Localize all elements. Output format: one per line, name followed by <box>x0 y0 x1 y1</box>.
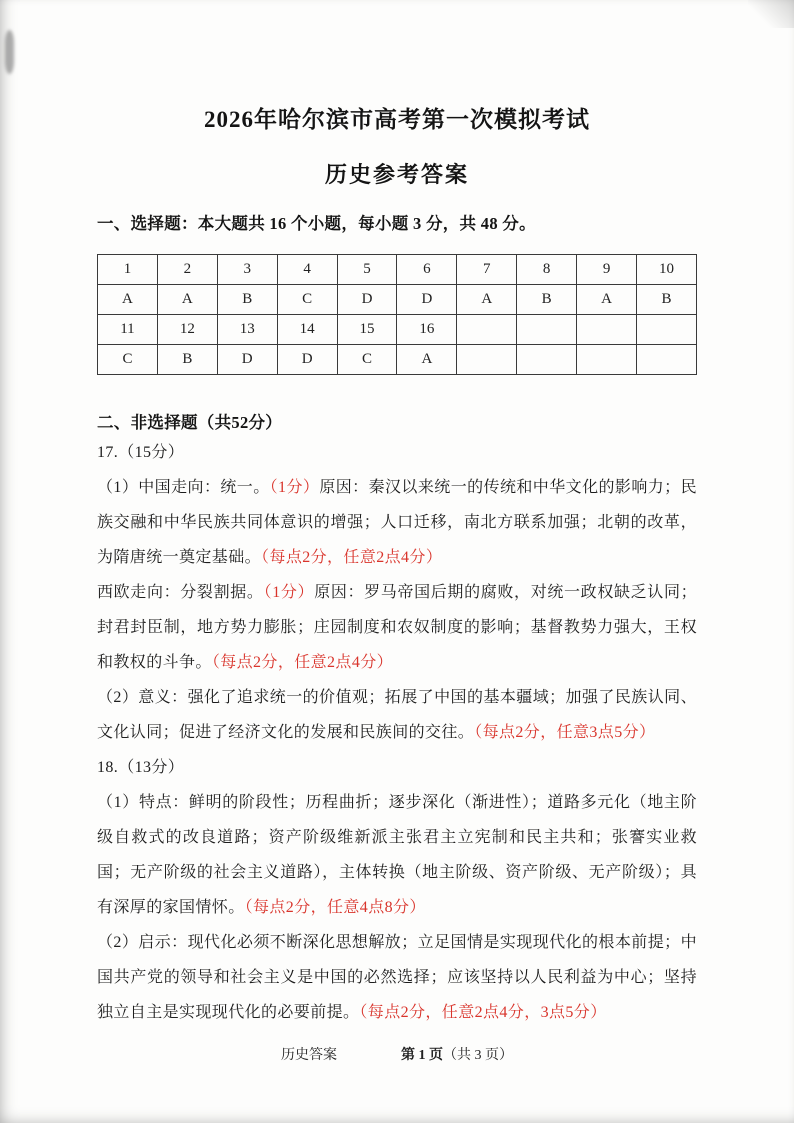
answer-text: （2）意义：强化了追求统一的价值观；拓展了中国的基本疆域；加强了民族认同、文化认同；促进了经济文化的发展和民族间的交往。 <box>97 689 697 741</box>
answer-table-cell <box>577 315 637 345</box>
page-footer <box>0 1044 794 1064</box>
answer-table-cell: A <box>457 285 517 315</box>
page-content <box>97 0 697 1030</box>
q17-part1-west-answer <box>97 575 697 680</box>
question17-label: 17.（15分） <box>97 444 185 461</box>
answer-table-cell: C <box>98 345 158 375</box>
answer-table-cell: 1 <box>98 255 158 285</box>
answer-table-body <box>98 255 697 375</box>
answer-text: 西欧走向：分裂割据。 <box>97 584 264 601</box>
answer-text: （1）中国走向：统一。 <box>97 479 270 496</box>
q17-part2-answer <box>97 680 697 750</box>
answer-table-row <box>98 315 697 345</box>
answer-table-cell: 3 <box>217 255 277 285</box>
section1-heading: 一、选择题：本大题共 16 个小题，每小题 3 分，共 48 分。 <box>97 214 536 233</box>
answer-table-cell: A <box>397 345 457 375</box>
answer-table-cell: 14 <box>277 315 337 345</box>
answer-table-cell: C <box>337 345 397 375</box>
answer-table-cell: D <box>337 285 397 315</box>
question18-label: 18.（13分） <box>97 759 185 776</box>
score-note: （每点2分，任意3点5分） <box>474 724 656 741</box>
answer-table-cell <box>577 345 637 375</box>
answer-table-cell: B <box>217 285 277 315</box>
free-response-answers <box>97 435 697 1030</box>
answer-table-cell: 4 <box>277 255 337 285</box>
answer-table-cell: 5 <box>337 255 397 285</box>
answer-table-row <box>98 345 697 375</box>
answer-key-title: 历史参考答案 <box>324 162 469 187</box>
answer-table-cell <box>457 315 517 345</box>
scan-corner-shadow <box>748 0 794 28</box>
answer-table <box>97 254 697 375</box>
answer-table-row <box>98 285 697 315</box>
answer-table-cell: 16 <box>397 315 457 345</box>
answer-table-cell: D <box>277 345 337 375</box>
answer-text: 原因：罗马帝国后期的腐败，对统一政权缺乏认同；封君封臣制，地方势力膨胀；庄园制度和农奴制度的影响；基督教势力强大，王权和教权的斗争。 <box>97 584 697 671</box>
answer-table-cell: A <box>577 285 637 315</box>
answer-table-cell <box>637 345 697 375</box>
score-note: （1分） <box>269 479 320 496</box>
q18-part1-answer <box>97 785 697 925</box>
score-note: （每点2分，任意4点8分） <box>244 899 426 916</box>
answer-table-cell: A <box>157 285 217 315</box>
answer-table-row <box>98 255 697 285</box>
exam-title: 2026年哈尔滨市高考第一次模拟考试 <box>204 107 590 132</box>
answer-table-cell: 7 <box>457 255 517 285</box>
answer-table-cell: 15 <box>337 315 397 345</box>
footer-page-number: 第 1 页 <box>401 1048 443 1063</box>
score-note: （每点2分，任意2点4分，3点5分） <box>359 1004 607 1021</box>
score-note: （每点2分，任意2点4分） <box>261 549 443 566</box>
footer-page-info <box>401 1044 513 1064</box>
score-note: （每点2分，任意2点4分） <box>211 654 394 671</box>
answer-table-cell <box>457 345 517 375</box>
answer-table-cell: 13 <box>217 315 277 345</box>
answer-table-cell: B <box>157 345 217 375</box>
answer-table-cell: C <box>277 285 337 315</box>
answer-table-cell: 11 <box>98 315 158 345</box>
answer-table-cell: 10 <box>637 255 697 285</box>
answer-table-cell: 9 <box>577 255 637 285</box>
footer-doc-label: 历史答案 <box>281 1048 337 1063</box>
answer-table-cell <box>637 315 697 345</box>
answer-table-cell: B <box>517 285 577 315</box>
answer-table-cell: B <box>637 285 697 315</box>
answer-table-cell: 12 <box>157 315 217 345</box>
answer-table-cell: 6 <box>397 255 457 285</box>
answer-table-cell <box>517 345 577 375</box>
q17-part1-answer <box>97 470 697 575</box>
score-note: （1分） <box>263 584 315 601</box>
answer-table-cell: 2 <box>157 255 217 285</box>
answer-text: （1）特点：鲜明的阶段性；历程曲折；逐步深化（渐进性）；道路多元化（地主阶级自救式的改良道路；资产阶级维新派主张君主立宪制和民主共和；张謇实业救国；无产阶级的社会主义道路），主体转换（地主阶级、资产阶级、无产阶级）；具有深厚的家国情怀。 <box>97 794 697 916</box>
footer-total-pages: （共 3 页） <box>443 1048 513 1063</box>
answer-table-cell: A <box>98 285 158 315</box>
answer-table-cell: 8 <box>517 255 577 285</box>
q18-part2-answer <box>97 925 697 1030</box>
answer-table-cell: D <box>397 285 457 315</box>
answer-text: 原因：秦汉以来统一的传统和中华文化的影响力；民族交融和中华民族共同体意识的增强；人口迁移，南北方联系加强；北朝的改革，为隋唐统一奠定基础。 <box>97 479 697 566</box>
scan-artifact <box>5 30 14 74</box>
section2-heading: 二、非选择题（共52分） <box>97 413 283 432</box>
answer-table-cell: D <box>217 345 277 375</box>
answer-text: （2）启示：现代化必须不断深化思想解放；立足国情是实现现代化的根本前提；中国共产党的领导和社会主义是中国的必然选择；应该坚持以人民利益为中心；坚持独立自主是实现现代化的必要前提。 <box>97 934 697 1021</box>
answer-table-cell <box>517 315 577 345</box>
